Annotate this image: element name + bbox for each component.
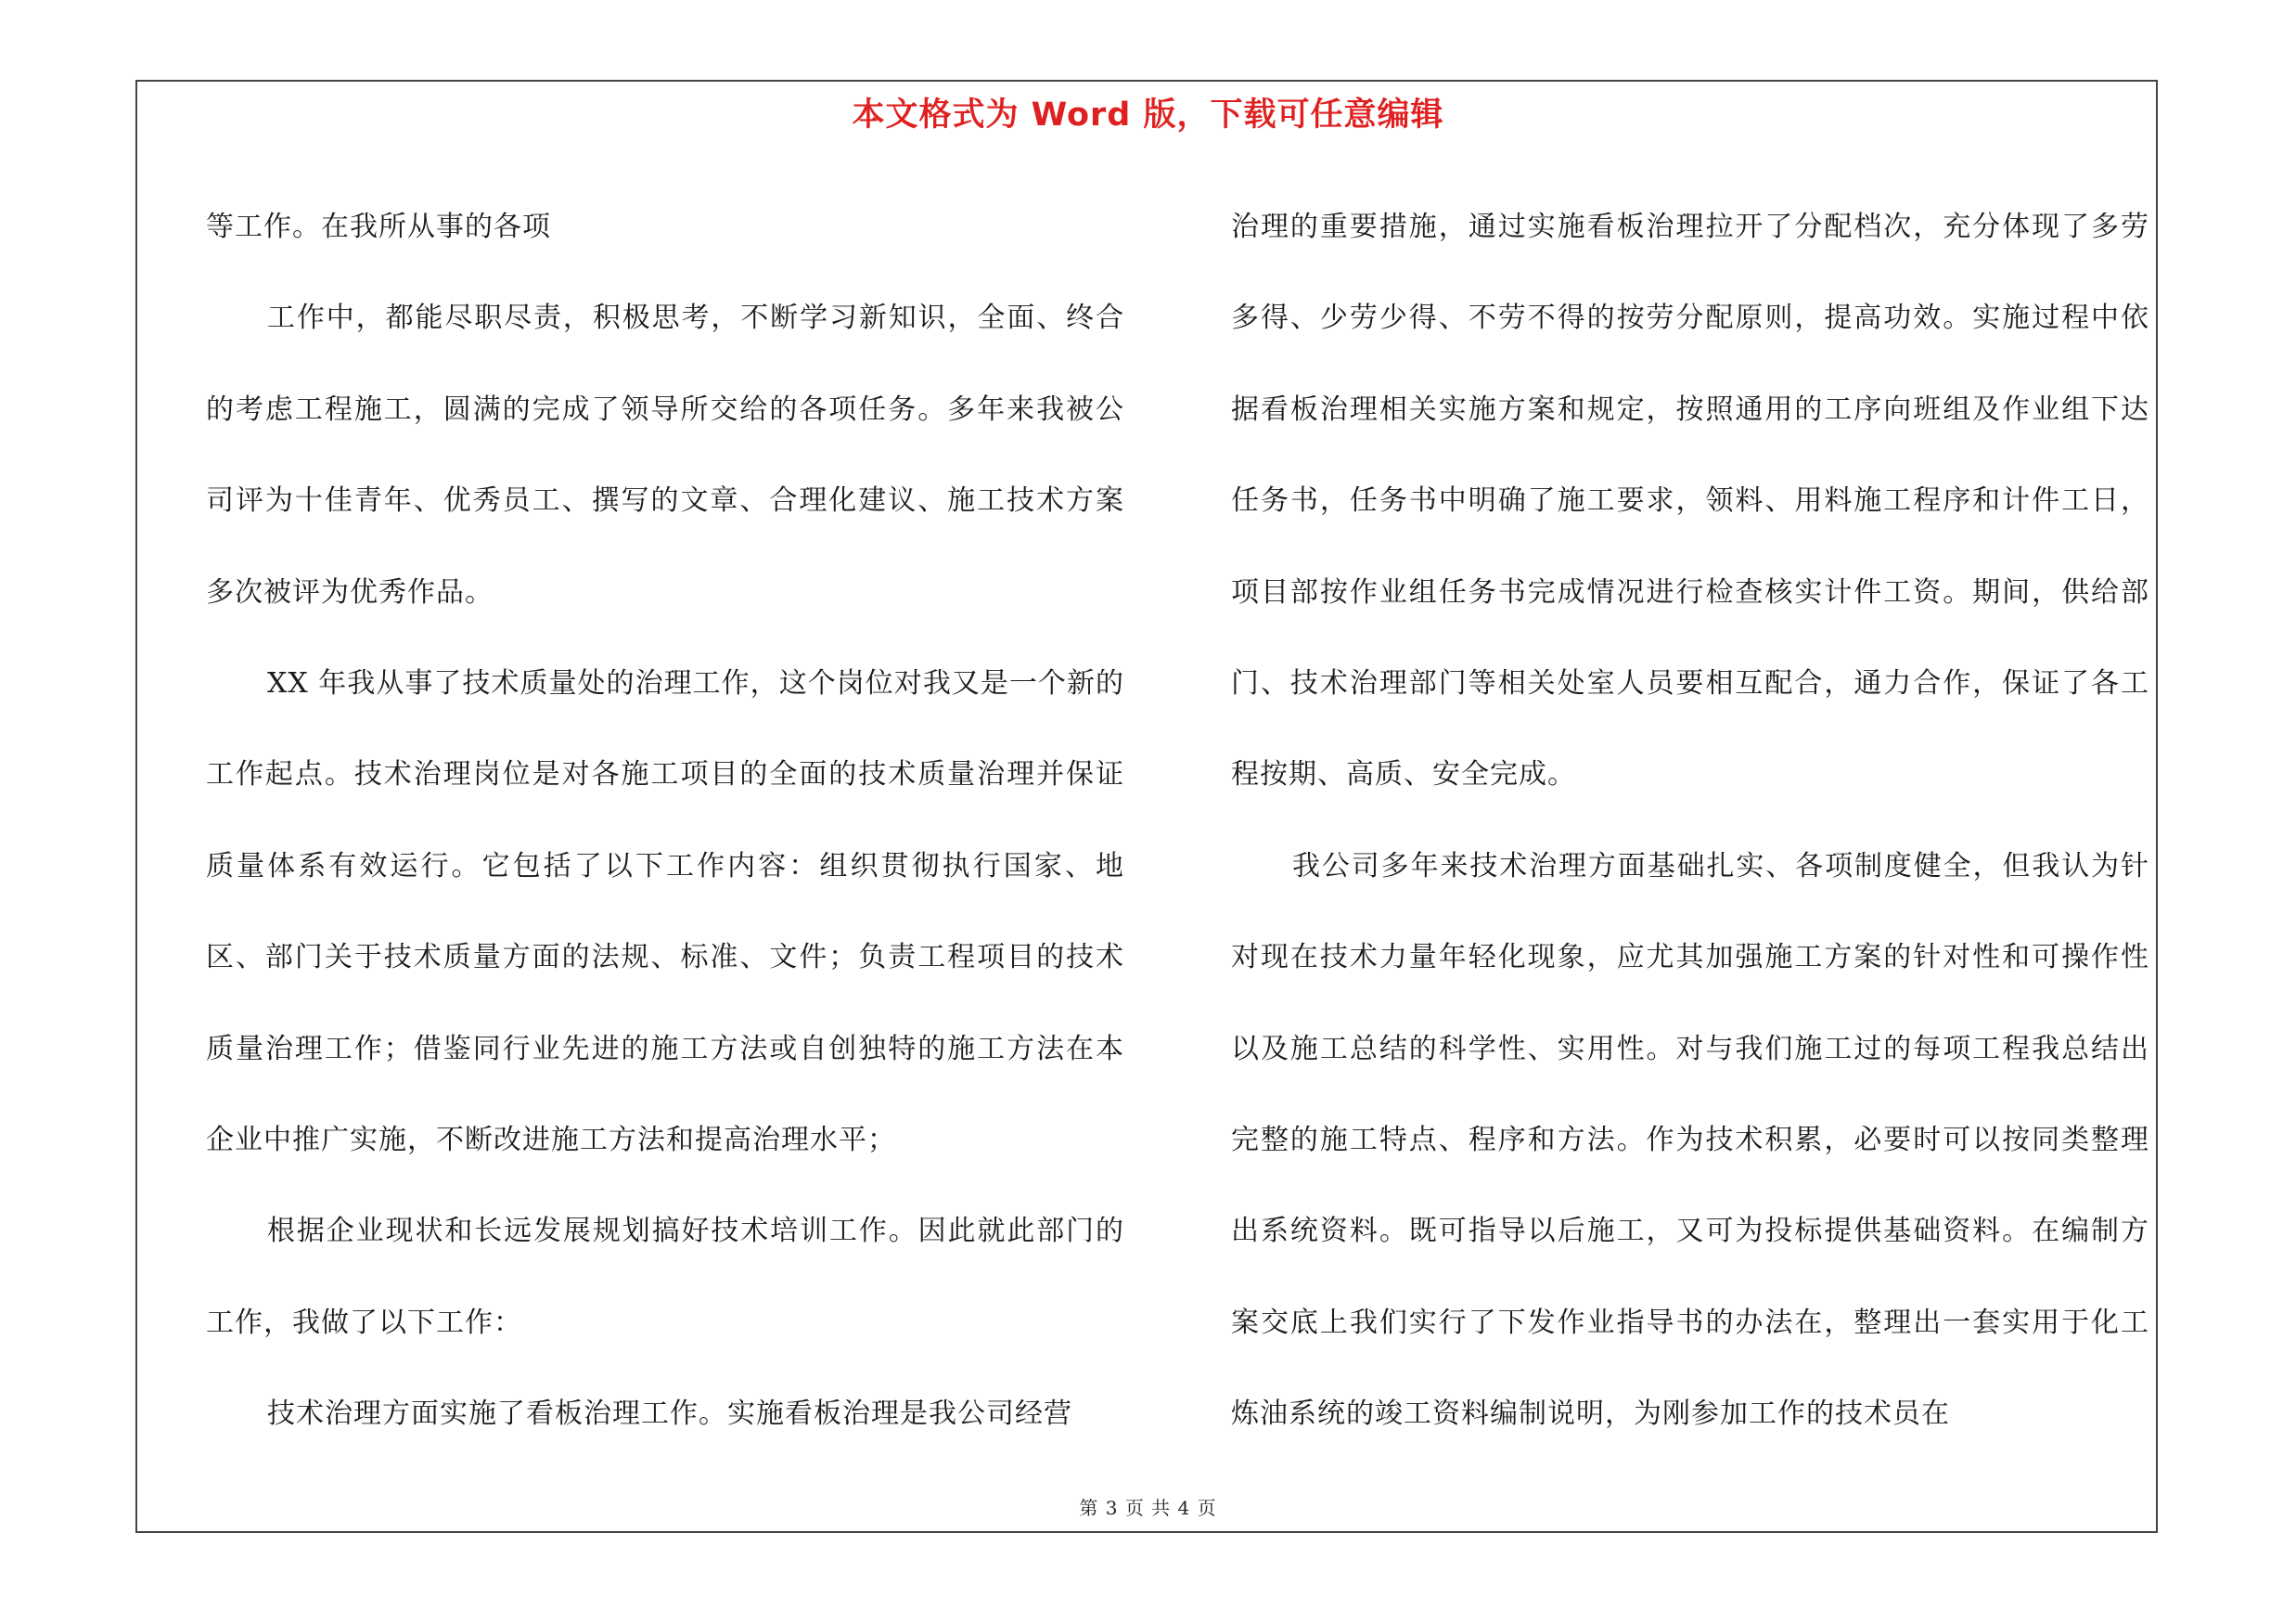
document-banner: 本文格式为 Word 版，下载可任意编辑 [852, 97, 1444, 134]
left-paragraph-2: 工作中，都能尽职尽责，积极思考，不断学习新知识，全面、终合的考虑工程施工，圆满的完成了领导所交给的各项任务。多年来我被公司评为十佳青年、优秀员工、撰写的文章、合理化建议、施工技术方案多次被评为优秀作品。 [206, 302, 1124, 609]
left-paragraph-1: 等工作。在我所从事的各项 [206, 211, 551, 243]
right-paragraph-2: 我公司多年来技术治理方面基础扎实、各项制度健全，但我认为针对现在技术力量年轻化现象，应尤其加强施工方案的针对性和可操作性以及施工总结的科学性、实用性。对与我们施工过的每项工程我总结出完整的施工特点、程序和方法。作为技术积累，必要时可以按同类整理出系统资料。既可指导以后施工，又可为投标提供基础资料。在编制方案交底上我们实行了下发作业指导书的办法在，整理出一套实用于化工炼油系统的竣工资料编制说明，为刚参加工作的技术员在 [1231, 849, 2149, 1431]
left-paragraph-4: 根据企业现状和长远发展规划搞好技术培训工作。因此就此部门的工作，我做了以下工作： [206, 1215, 1124, 1339]
left-paragraph-5: 技术治理方面实施了看板治理工作。实施看板治理是我公司经营 [267, 1398, 1072, 1431]
right-paragraph-1: 治理的重要措施，通过实施看板治理拉开了分配档次，充分体现了多劳多得、少劳少得、不劳不得的按劳分配原则，提高功效。实施过程中依据看板治理相关实施方案和规定，按照通用的工序向班组及作业组下达任务书，任务书中明确了施工要求，领料、用料施工程序和计件工日，项目部按作业组任务书完成情况进行检查核实计件工资。期间，供给部门、技术治理部门等相关处室人员要相互配合，通力合作，保证了各工程按期、高质、安全完成。 [1231, 211, 2149, 792]
page-number: 第 3 页 共 4 页 [1079, 1497, 1217, 1519]
right-column [1231, 182, 2149, 1461]
left-paragraph-3: XX 年我从事了技术质量处的治理工作，这个岗位对我又是一个新的工作起点。技术治理岗位是对各施工项目的全面的技术质量治理并保证质量体系有效运行。它包括了以下工作内容：组织贯彻执行国家、地区、部门关于技术质量方面的法规、标准、文件；负责工程项目的技术质量治理工作；借鉴同行业先进的施工方法或自创独特的施工方法在本企业中推广实施，不断改进施工方法和提高治理水平； [206, 667, 1124, 1157]
left-column [206, 182, 1124, 1461]
